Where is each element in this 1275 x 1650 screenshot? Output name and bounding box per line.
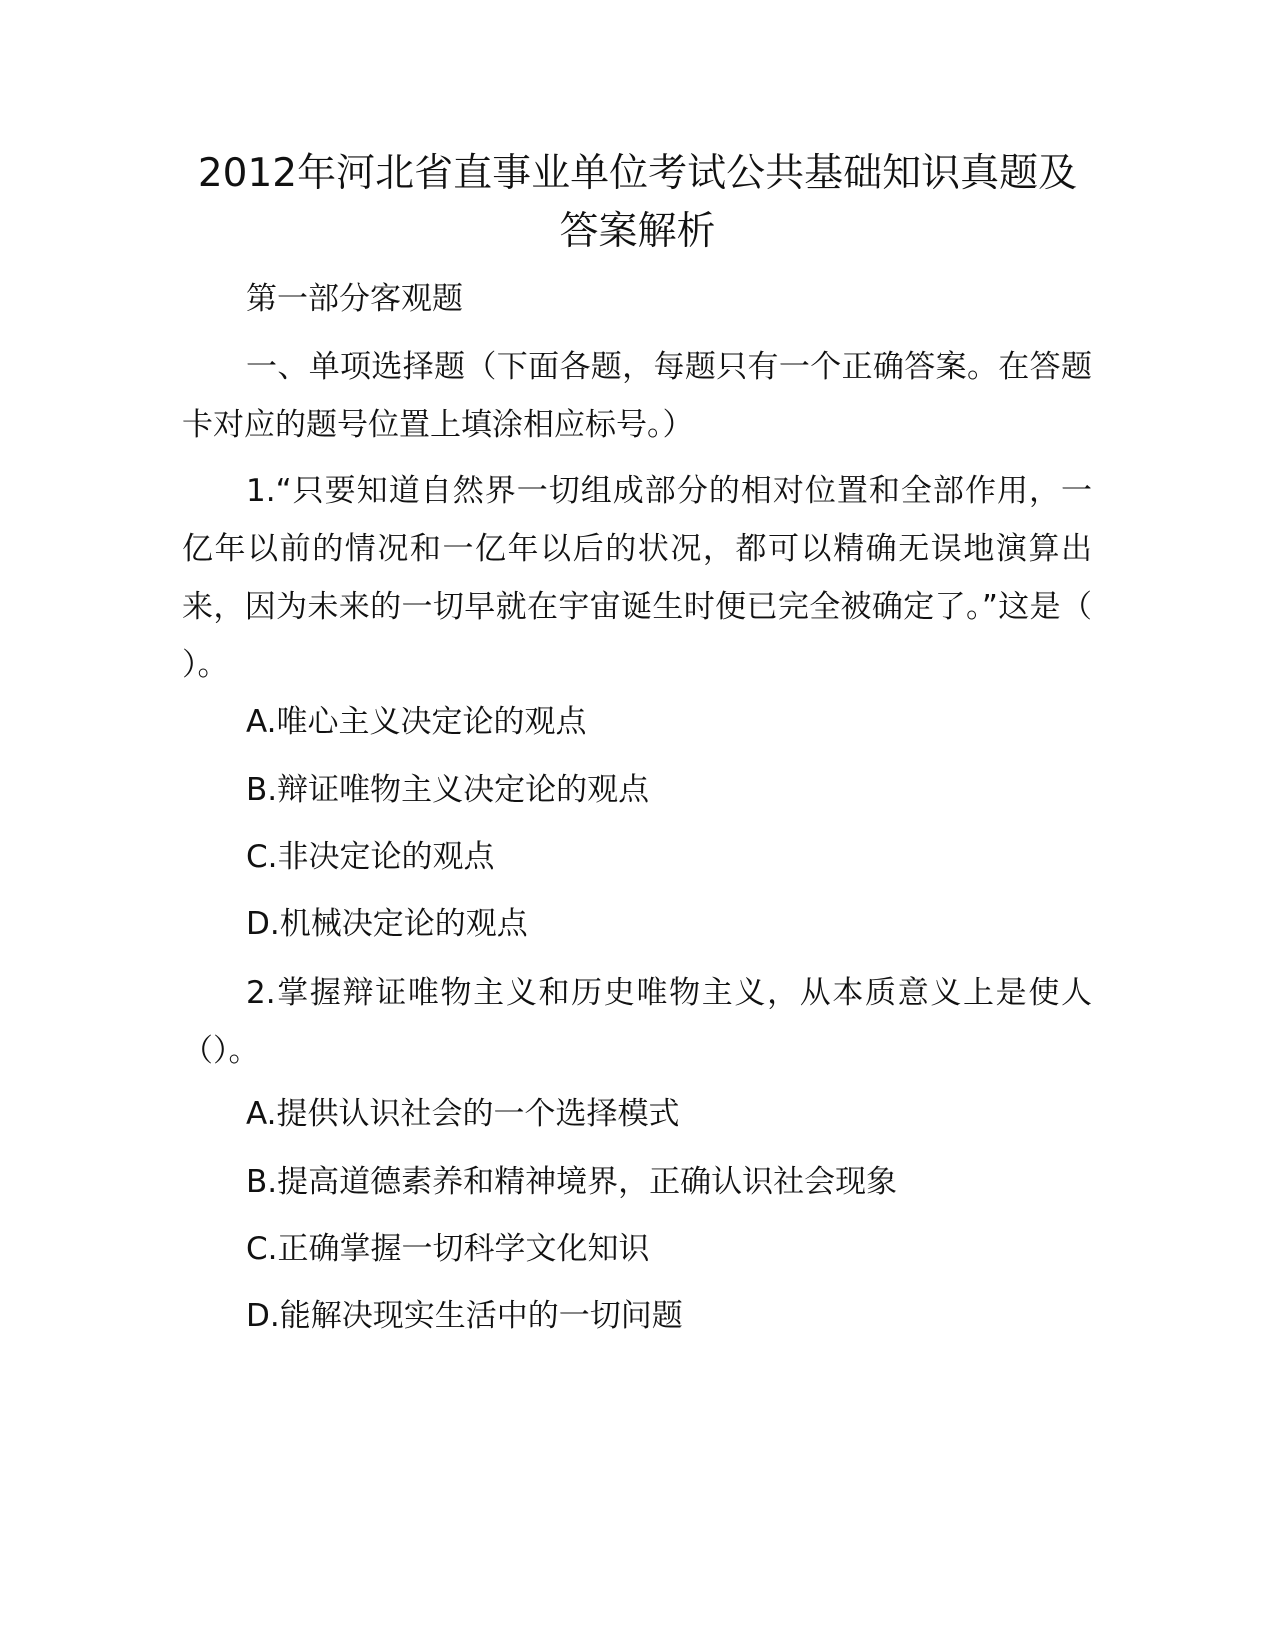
question-2-option-a: A.提供认识社会的一个选择模式 <box>246 1096 680 1132</box>
document-title: 2012年河北省直事业单位考试公共基础知识真题及答案解析 <box>197 151 1078 254</box>
question-1-option-c: C.非决定论的观点 <box>246 839 495 875</box>
question-2-stem: 2.掌握辩证唯物主义和历史唯物主义，从本质意义上是使人（）。 <box>182 975 1092 1069</box>
question-1-stem: 1.“只要知道自然界一切组成部分的相对位置和全部作用，一亿年以前的情况和一亿年以后的状况，都可以精确无误地演算出来，因为未来的一切早就在宇宙诞生时便已完全被确定了。”这是（ ）。 <box>182 473 1092 683</box>
question-2-option-d: D.能解决现实生活中的一切问题 <box>246 1298 683 1334</box>
question-1-option-d: D.机械决定论的观点 <box>246 906 528 942</box>
question-2-option-c: C.正确掌握一切科学文化知识 <box>246 1231 650 1267</box>
question-2-option-b: B.提高道德素养和精神境界，正确认识社会现象 <box>246 1164 898 1200</box>
section-heading: 第一部分客观题 <box>246 281 463 317</box>
question-1-option-b: B.辩证唯物主义决定论的观点 <box>246 772 650 808</box>
instruction-paragraph: 一、单项选择题（下面各题，每题只有一个正确答案。在答题卡对应的题号位置上填涂相应标号。） <box>182 349 1092 443</box>
question-1-option-a: A.唯心主义决定论的观点 <box>246 704 587 740</box>
